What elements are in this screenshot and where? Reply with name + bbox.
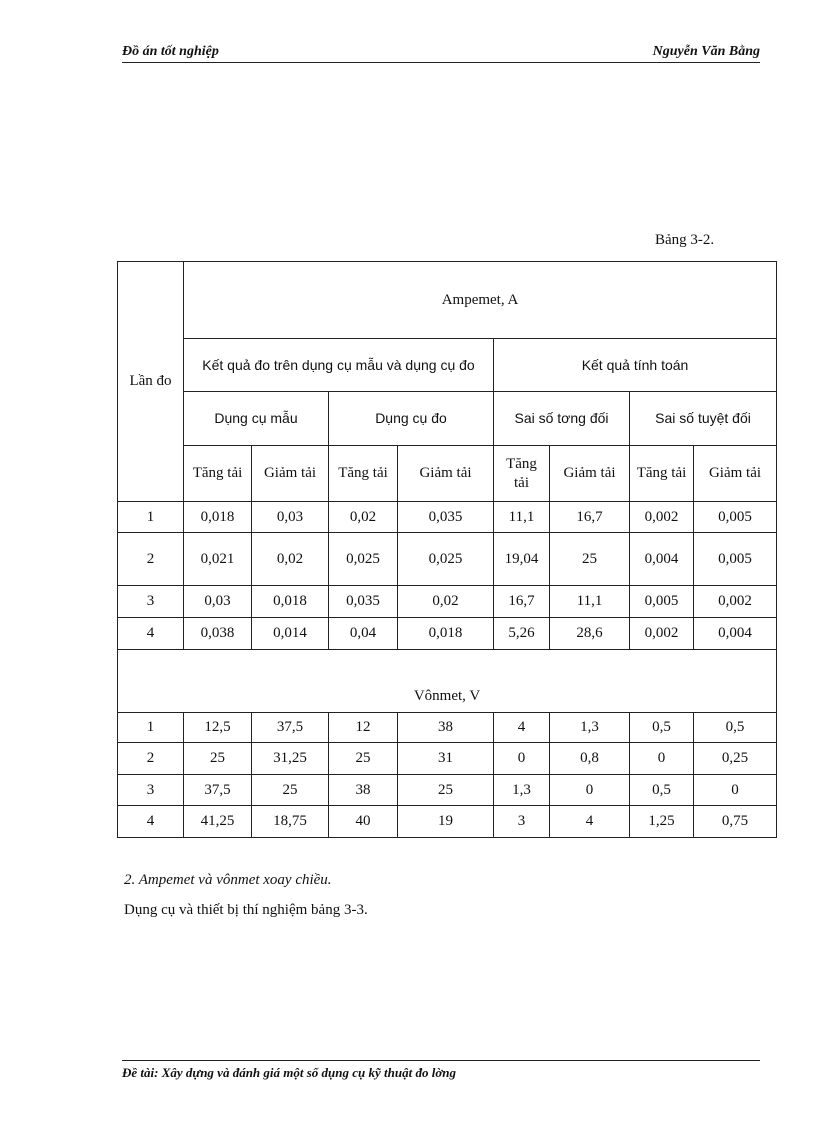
table-row <box>118 618 777 650</box>
page-footer: Đề tài: Xây dựng và đánh giá một số dụng cụ kỹ thuật đo lờng <box>122 1060 760 1081</box>
table-cell: 0,002 <box>630 502 694 533</box>
col-header: Tăng tải <box>184 446 252 502</box>
measurement-table <box>117 261 777 838</box>
table-cell: 25 <box>184 743 252 775</box>
sub-header-absolute-error: Sai số tuyệt đối <box>630 392 777 446</box>
table-cell: 38 <box>398 713 494 743</box>
table-row <box>118 743 777 775</box>
col-header: Giảm tải <box>398 446 494 502</box>
table-cell: 0 <box>630 743 694 775</box>
table-cell: 11,1 <box>494 502 550 533</box>
table-cell: 0,005 <box>694 502 777 533</box>
col-header: Tăng tải <box>494 446 550 502</box>
table-cell: 37,5 <box>184 775 252 806</box>
table-cell: 31 <box>398 743 494 775</box>
group-calc-header: Kết quả tính toán <box>494 339 777 392</box>
col-header: Giảm tải <box>252 446 329 502</box>
table-cell: 0,002 <box>694 586 777 618</box>
table-cell: 37,5 <box>252 713 329 743</box>
table-cell: 11,1 <box>550 586 630 618</box>
table-cell: 0,5 <box>630 713 694 743</box>
table-cell: 12,5 <box>184 713 252 743</box>
table-cell: 38 <box>329 775 398 806</box>
table-cell: 0,018 <box>252 586 329 618</box>
group-measure-header: Kết quả đo trên dụng cụ mẫu và dụng cụ đo <box>184 339 494 392</box>
sub-header-mau: Dụng cụ mẫu <box>184 392 329 446</box>
table-cell: 41,25 <box>184 806 252 838</box>
table-cell: 0,005 <box>630 586 694 618</box>
table-cell: 1,3 <box>494 775 550 806</box>
table-caption: Bảng 3-2. <box>655 232 715 248</box>
table-cell: 16,7 <box>550 502 630 533</box>
table-cell: 40 <box>329 806 398 838</box>
table-cell: 25 <box>252 775 329 806</box>
page-header <box>122 44 760 63</box>
table-cell: 0,75 <box>694 806 777 838</box>
table-cell: 1 <box>118 502 184 533</box>
table-cell: 25 <box>329 743 398 775</box>
table-cell: 0,25 <box>694 743 777 775</box>
table-cell: 0,018 <box>398 618 494 650</box>
table-cell: 0 <box>550 775 630 806</box>
sub-header-relative-error: Sai số tơng đối <box>494 392 630 446</box>
table-cell: 0,02 <box>252 533 329 586</box>
table-row <box>118 806 777 838</box>
col-header: Giảm tải <box>694 446 777 502</box>
table-cell: 2 <box>118 533 184 586</box>
table-cell: 0,8 <box>550 743 630 775</box>
table-cell: 3 <box>494 806 550 838</box>
table-cell: 1 <box>118 713 184 743</box>
table-row <box>118 533 777 586</box>
table-cell: 0,025 <box>398 533 494 586</box>
table-cell: 4 <box>494 713 550 743</box>
table-cell: 28,6 <box>550 618 630 650</box>
sub-header-do: Dụng cụ đo <box>329 392 494 446</box>
table-cell: 0,005 <box>694 533 777 586</box>
table-cell: 0,038 <box>184 618 252 650</box>
table-cell: 0,014 <box>252 618 329 650</box>
table-cell: 0,025 <box>329 533 398 586</box>
table-cell: 0,018 <box>184 502 252 533</box>
table-cell: 0,02 <box>398 586 494 618</box>
table-cell: 0,004 <box>630 533 694 586</box>
table-cell: 19,04 <box>494 533 550 586</box>
body-paragraph: Dụng cụ và thiết bị thí nghiệm bảng 3-3. <box>124 902 368 918</box>
table-cell: 0,035 <box>398 502 494 533</box>
table-cell: 2 <box>118 743 184 775</box>
table-cell: 18,75 <box>252 806 329 838</box>
table-row <box>118 502 777 533</box>
table-cell: 0 <box>694 775 777 806</box>
table-row <box>118 713 777 743</box>
col-header: Giảm tải <box>550 446 630 502</box>
table-cell: 31,25 <box>252 743 329 775</box>
table-cell: 0,035 <box>329 586 398 618</box>
section-heading: 2. Ampemet và vônmet xoay chiều. <box>124 872 332 888</box>
table-cell: 4 <box>550 806 630 838</box>
table-cell: 1,3 <box>550 713 630 743</box>
table-cell: 0,03 <box>252 502 329 533</box>
table-cell: 1,25 <box>630 806 694 838</box>
table-cell: 0,002 <box>630 618 694 650</box>
table-cell: 0,5 <box>694 713 777 743</box>
table-cell: 19 <box>398 806 494 838</box>
col-header: Tăng tải <box>329 446 398 502</box>
row-header-lan-do: Lần đo <box>118 262 184 502</box>
table-cell: 25 <box>550 533 630 586</box>
table-row <box>118 775 777 806</box>
table-row <box>118 586 777 618</box>
table-cell: 4 <box>118 618 184 650</box>
vonmet-title: Vônmet, V <box>118 682 777 713</box>
table-cell: 0,04 <box>329 618 398 650</box>
table-cell: 0,03 <box>184 586 252 618</box>
ampemet-title: Ampemet, A <box>184 262 777 339</box>
table-cell: 25 <box>398 775 494 806</box>
header-author: Nguyễn Văn Bằng <box>652 44 760 59</box>
table-cell: 3 <box>118 775 184 806</box>
table-cell: 4 <box>118 806 184 838</box>
table-cell: 0,004 <box>694 618 777 650</box>
table-cell: 0,02 <box>329 502 398 533</box>
table-cell: 0 <box>494 743 550 775</box>
header-left-title: Đồ án tốt nghiệp <box>122 44 219 59</box>
table-cell: 0,021 <box>184 533 252 586</box>
col-header: Tăng tải <box>630 446 694 502</box>
table-cell: 5,26 <box>494 618 550 650</box>
spacer-cell <box>118 650 777 682</box>
table-cell: 12 <box>329 713 398 743</box>
table-cell: 0,5 <box>630 775 694 806</box>
table-cell: 16,7 <box>494 586 550 618</box>
table-cell: 3 <box>118 586 184 618</box>
